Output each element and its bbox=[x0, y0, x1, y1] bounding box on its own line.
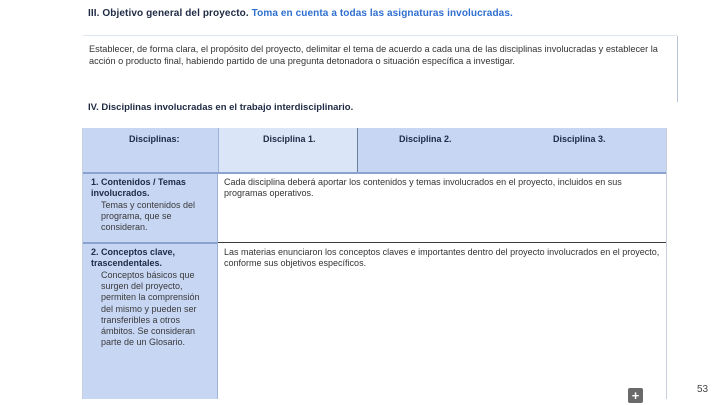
row-conceptos-content-cell bbox=[218, 244, 666, 399]
row-conceptos-content: Las materias enunciaron los conceptos claves e importantes dentro del proyecto involucrados en el proyecto, conforme sus objetivos específicos. bbox=[224, 247, 660, 269]
header-discipline-3-cell bbox=[507, 128, 666, 172]
section-3-title bbox=[88, 8, 688, 19]
header-discipline-1-cell bbox=[218, 128, 358, 172]
page-number: 53 bbox=[697, 384, 709, 395]
header-discipline-3-label: Disciplina 3. bbox=[553, 134, 606, 144]
row-conceptos-title: 2. Conceptos clave, trascendentales. bbox=[91, 247, 176, 269]
row-contenidos-label-cell bbox=[83, 174, 218, 244]
plus-icon[interactable]: + bbox=[628, 388, 643, 403]
header-discipline-2-cell bbox=[357, 128, 507, 172]
section-3-title-accent: Toma en cuenta a todas las asignaturas involucradas. bbox=[251, 8, 513, 19]
disciplines-table bbox=[82, 128, 667, 399]
row-conceptos-label-cell bbox=[83, 244, 218, 399]
header-disciplinas-cell bbox=[83, 128, 217, 172]
objective-text: Establecer, de forma clara, el propósito del proyecto, delimitar el tema de acuerdo a cada una de las disciplinas involucradas y establecer la acción o producto final, habiendo partido de una pregunta detonadora o situación específica a investigar. bbox=[89, 44, 658, 66]
row-conceptos-description: Conceptos básicos que surgen del proyecto, permiten la comprensión del mismo y pueden ser transferibles a otros ámbitos. Se consideran parte de un Glosario. bbox=[101, 270, 200, 348]
header-disciplinas-label: Disciplinas: bbox=[129, 134, 180, 144]
row-contenidos-content: Cada disciplina deberá aportar los contenidos y temas involucrados en el proyecto, incluidos en sus programas operativos. bbox=[224, 177, 622, 199]
header-discipline-2-label: Disciplina 2. bbox=[399, 134, 452, 144]
section-3-title-lead: III. Objetivo general del proyecto. bbox=[88, 8, 249, 19]
row-contenidos-content-cell bbox=[218, 174, 666, 243]
table-header-row bbox=[83, 128, 666, 174]
objective-box bbox=[83, 36, 678, 102]
header-discipline-1-label: Disciplina 1. bbox=[263, 134, 316, 144]
row-contenidos-title: 1. Contenidos / Temas involucrados. bbox=[91, 177, 186, 199]
row-contenidos-description: Temas y contenidos del programa, que se consideran. bbox=[101, 200, 196, 233]
section-4-title: IV. Disciplinas involucradas en el trabajo interdisciplinario. bbox=[88, 102, 354, 113]
